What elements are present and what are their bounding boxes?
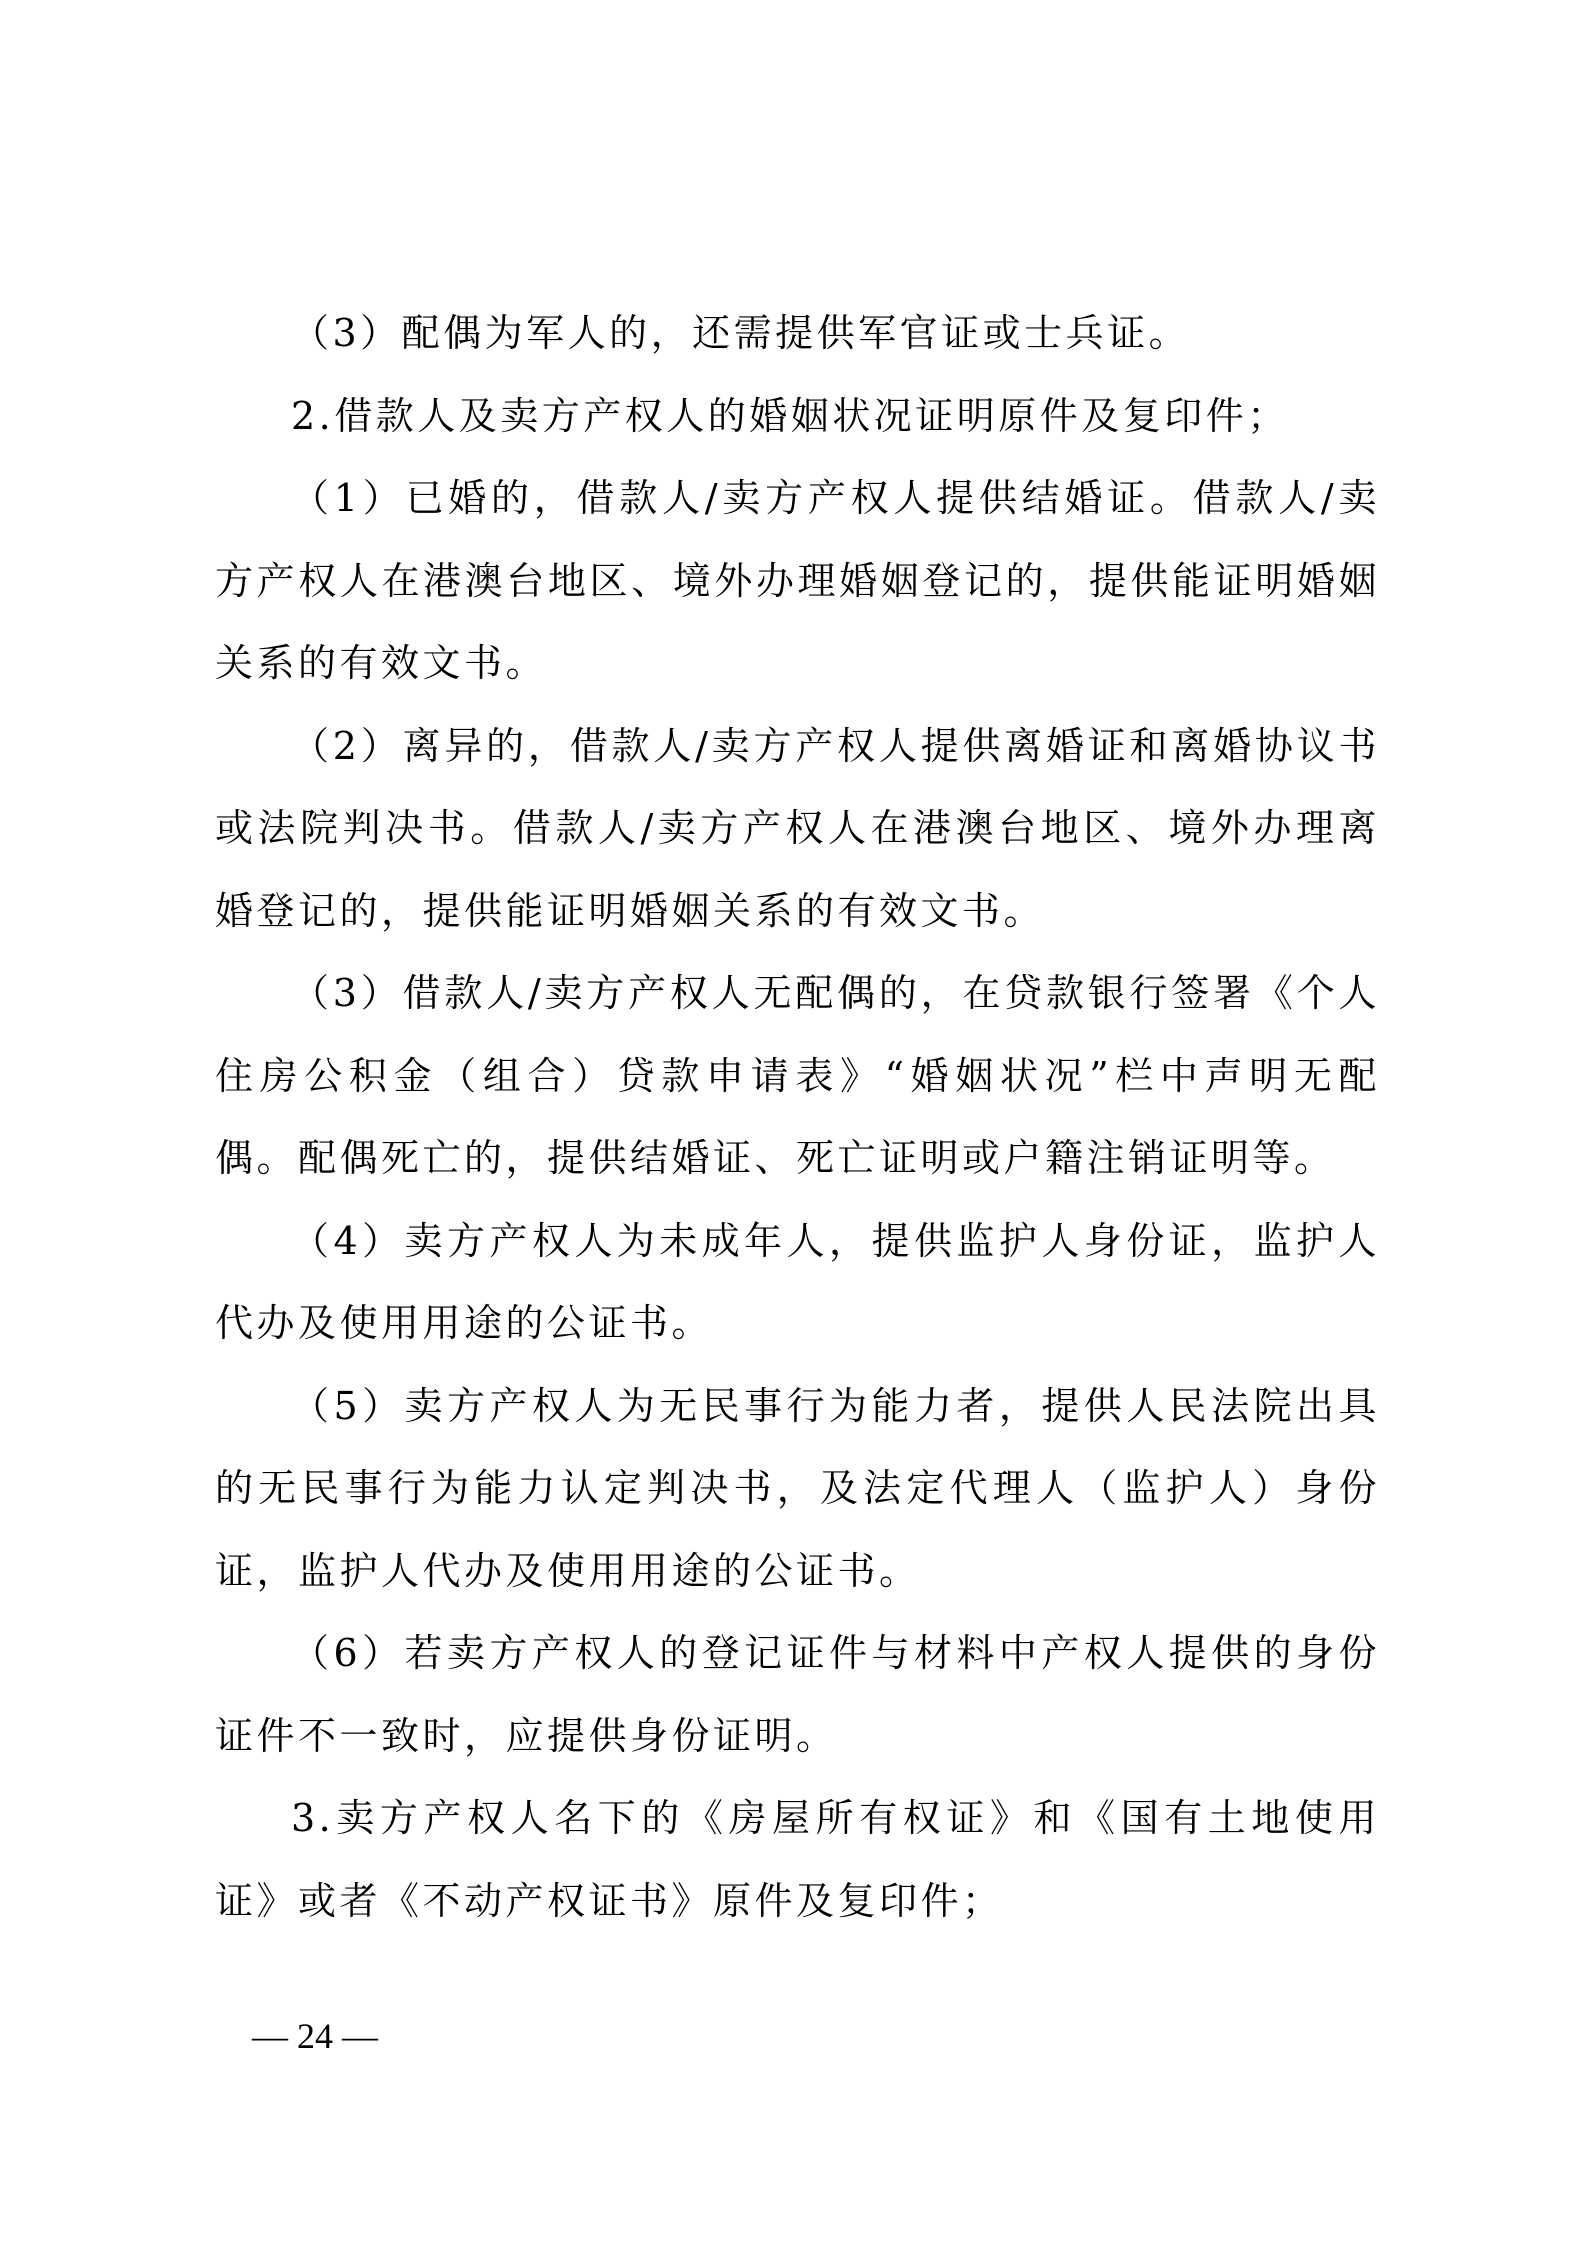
paragraph-item-2-heading: 2.借款人及卖方产权人的婚姻状况证明原件及复印件； [291,393,1289,438]
paragraph-item-3-heading: 3.卖方产权人名下的《房屋所有权证》和《国有土地使用证》或者《不动产权证书》原件及复印件； [215,1796,1380,1923]
page-number: — 24 — [252,2016,378,2056]
paragraph-incapacitated-owner: （5）卖方产权人为无民事行为能力者，提供人民法院出具的无民事行为能力认定判决书，及法定代理人（监护人）身份证，监护人代办及使用用途的公证书。 [215,1383,1380,1593]
paragraph-married: （1）已婚的，借款人/卖方产权人提供结婚证。借款人/卖方产权人在港澳台地区、境外办理婚姻登记的，提供能证明婚姻关系的有效文书。 [215,476,1380,685]
paragraph-id-mismatch: （6）若卖方产权人的登记证件与材料中产权人提供的身份证件不一致时，应提供身份证明。 [215,1631,1380,1758]
paragraph-spouse-military: （3）配偶为军人的，还需提供军官证或士兵证。 [291,311,1191,355]
paragraph-minor-owner: （4）卖方产权人为未成年人，提供监护人身份证，监护人代办及使用用途的公证书。 [215,1218,1380,1345]
paragraph-no-spouse: （3）借款人/卖方产权人无配偶的，在贷款银行签署《个人住房公积金（组合）贷款申请表》“婚姻状况”栏中声明无配偶。配偶死亡的，提供结婚证、死亡证明或户籍注销证明等。 [215,971,1380,1180]
paragraph-divorced: （2）离异的，借款人/卖方产权人提供离婚证和离婚协议书或法院判决书。借款人/卖方产权人在港澳台地区、境外办理离婚登记的，提供能证明婚姻关系的有效文书。 [215,723,1380,933]
document-body [215,292,1380,1942]
